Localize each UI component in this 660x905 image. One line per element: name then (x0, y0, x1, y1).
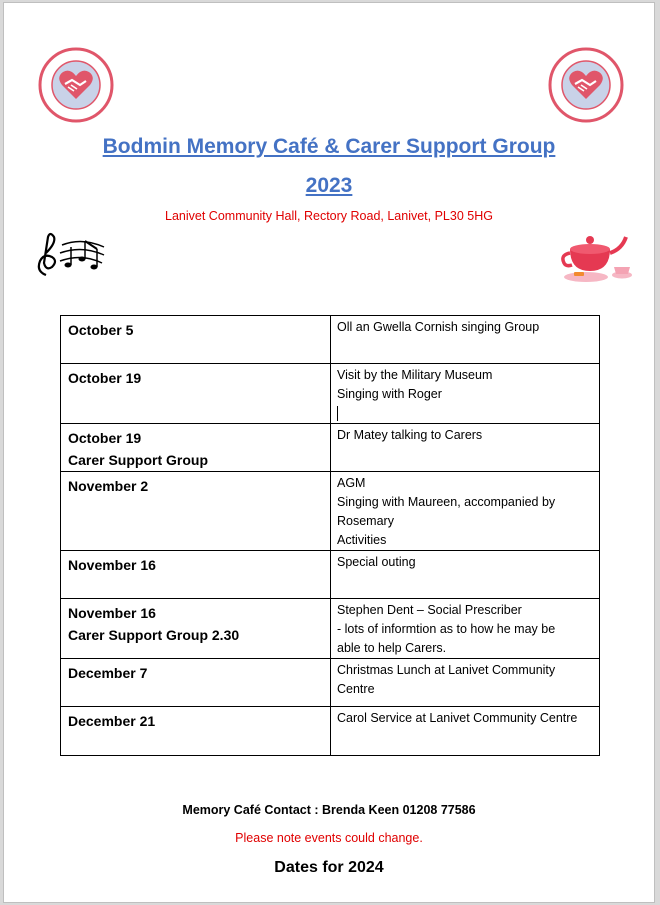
table-row (61, 659, 600, 707)
event-date: November 16 (61, 551, 331, 599)
venue-address: Lanivet Community Hall, Rectory Road, Lanivet, PL30 5HG (165, 209, 493, 223)
cornwall-memory-logo-right (548, 47, 624, 123)
events-table (60, 315, 600, 756)
event-details: AGM Singing with Maureen, accompanied by Rosemary Activities (331, 472, 600, 551)
page-title: Bodmin Memory Café & Carer Support Group (102, 135, 556, 158)
music-notes-icon (32, 231, 108, 281)
event-details: Dr Matey talking to Carers (331, 424, 600, 472)
text-cursor (337, 406, 338, 421)
table-row (61, 707, 600, 756)
event-details: Christmas Lunch at Lanivet Community Centre (331, 659, 600, 707)
event-date: November 2 (61, 472, 331, 551)
table-row (61, 551, 600, 599)
table-row (61, 472, 600, 551)
change-notice: Please note events could change. (235, 831, 423, 845)
table-row (61, 424, 600, 472)
event-details: Special outing (331, 551, 600, 599)
event-date: October 19 (61, 364, 331, 424)
event-details: Oll an Gwella Cornish singing Group (331, 316, 600, 364)
event-details: Stephen Dent – Social Prescriber - lots of informtion as to how he may be able to help Carers. (331, 599, 600, 659)
contact-info: Memory Café Contact : Brenda Keen 01208 77586 (182, 803, 476, 817)
table-row (61, 599, 600, 659)
event-date: October 19 Carer Support Group (61, 424, 331, 472)
next-year-heading: Dates for 2024 (274, 859, 384, 876)
teapot-icon (556, 223, 636, 285)
table-row (61, 364, 600, 424)
event-date: October 5 (61, 316, 331, 364)
event-details: Visit by the Military Museum Singing with Roger (331, 364, 600, 424)
document-page (3, 2, 655, 903)
event-date: November 16 Carer Support Group 2.30 (61, 599, 331, 659)
table-row (61, 316, 600, 364)
event-date: December 21 (61, 707, 331, 756)
event-details: Carol Service at Lanivet Community Centre (331, 707, 600, 756)
event-date: December 7 (61, 659, 331, 707)
cornwall-memory-logo-left (38, 47, 114, 123)
page-year: 2023 (305, 174, 353, 197)
